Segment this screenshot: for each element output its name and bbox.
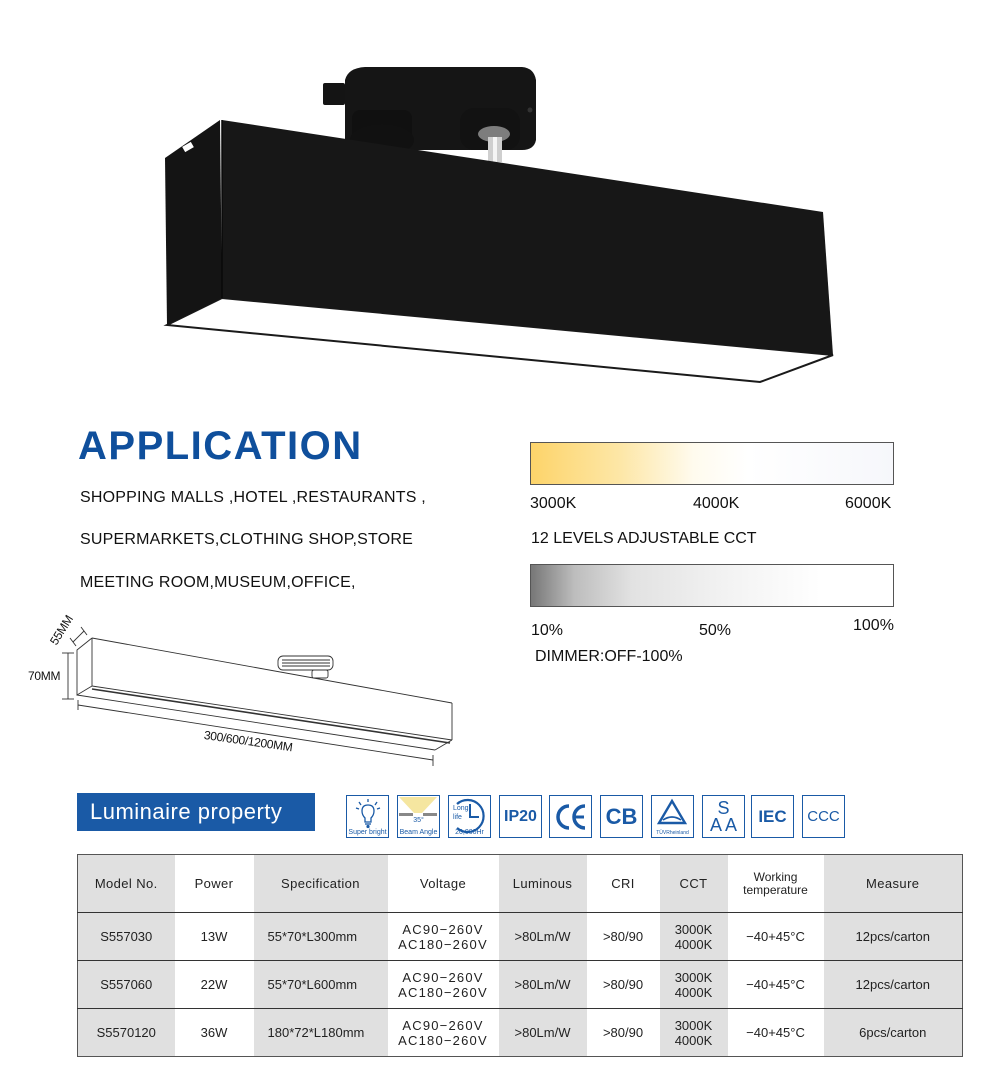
- long-life-badge: [448, 795, 491, 838]
- header-specification: Specification: [254, 855, 388, 913]
- table-row: [78, 1009, 963, 1057]
- header-measure: Measure: [824, 855, 963, 913]
- ce-icon: [551, 797, 591, 837]
- cct-label-3000k: 3000K: [530, 495, 577, 512]
- header-power: Power: [175, 855, 254, 913]
- spec-table: [77, 854, 963, 1057]
- cell-voltage: AC90−260V AC180−260V: [388, 1009, 499, 1057]
- iec-badge: [751, 795, 794, 838]
- dimension-depth-label: 55MM: [47, 612, 76, 648]
- tuv-caption: TÜVRheinland: [656, 830, 689, 836]
- luminaire-property-banner: [77, 793, 315, 831]
- cell-luminous: >80Lm/W: [499, 961, 587, 1009]
- cell-power: 13W: [175, 913, 254, 961]
- ccc-icon: CCC: [807, 808, 840, 825]
- cell-cct: 3000K 4000K: [660, 913, 728, 961]
- dimension-height-label: 70MM: [28, 669, 61, 683]
- long-life-caption: 20,000Hr: [455, 829, 484, 836]
- dimmer-label-10: 10%: [531, 622, 564, 639]
- cell-luminous: >80Lm/W: [499, 1009, 587, 1057]
- cct-caption: 12 LEVELS ADJUSTABLE CCT: [531, 530, 757, 547]
- cell-power: 22W: [175, 961, 254, 1009]
- cell-temp: −40+45°C: [728, 913, 824, 961]
- header-cct: CCT: [660, 855, 728, 913]
- cell-voltage: AC90−260V AC180−260V: [388, 961, 499, 1009]
- cell-model: S5570120: [78, 1009, 175, 1057]
- cct-gradient-bar: [530, 442, 894, 485]
- saa-icon-bottom: A A: [709, 814, 738, 835]
- header-luminous: Luminous: [499, 855, 587, 913]
- dimmer-label-50: 50%: [699, 622, 732, 639]
- dimmer-label-100: 100%: [853, 617, 894, 634]
- saa-icon-top: S: [717, 797, 730, 818]
- product-photo-track-light: [0, 0, 1000, 400]
- saa-badge: [702, 795, 745, 838]
- cell-voltage: AC90−260V AC180−260V: [388, 913, 499, 961]
- cell-cri: >80/90: [587, 1009, 660, 1057]
- beam-angle-value: 35°: [413, 817, 424, 824]
- header-cri: CRI: [587, 855, 660, 913]
- dimmer-caption: DIMMER:OFF-100%: [535, 648, 683, 665]
- cell-measure: 12pcs/carton: [824, 913, 963, 961]
- long-life-line2: life: [453, 814, 462, 821]
- cell-power: 36W: [175, 1009, 254, 1057]
- cell-cct: 3000K 4000K: [660, 1009, 728, 1057]
- dimension-length-label: 300/600/1200MM: [203, 728, 294, 755]
- cell-cri: >80/90: [587, 961, 660, 1009]
- cct-label-4000k: 4000K: [693, 495, 740, 512]
- table-row: [78, 961, 963, 1009]
- banner-label: Luminaire property: [90, 799, 283, 824]
- fixture-end-face: [165, 120, 222, 325]
- table-header-row: [78, 855, 963, 913]
- cell-temp: −40+45°C: [728, 1009, 824, 1057]
- beam-angle-caption: Beam Angle: [399, 829, 438, 836]
- application-line-3: MEETING ROOM,MUSEUM,OFFICE,: [80, 574, 356, 591]
- beam-angle-badge: [397, 795, 440, 838]
- cell-cct: 3000K 4000K: [660, 961, 728, 1009]
- application-title: APPLICATION: [78, 424, 363, 468]
- cct-label-6000k: 6000K: [845, 495, 892, 512]
- ccc-badge: [802, 795, 845, 838]
- header-voltage: Voltage: [388, 855, 499, 913]
- cell-spec: 55*70*L300mm: [254, 913, 388, 961]
- tuv-badge: [651, 795, 694, 838]
- dimension-drawing: [20, 600, 470, 780]
- super-bright-badge: [346, 795, 389, 838]
- super-bright-caption: Super bright: [348, 829, 387, 836]
- cell-spec: 180*72*L180mm: [254, 1009, 388, 1057]
- cell-spec: 55*70*L600mm: [254, 961, 388, 1009]
- table-row: [78, 913, 963, 961]
- application-line-1: SHOPPING MALLS ,HOTEL ,RESTAURANTS ,: [80, 489, 426, 506]
- iec-icon: IEC: [758, 806, 787, 826]
- ip20-badge: [499, 795, 542, 838]
- application-line-2: SUPERMARKETS,CLOTHING SHOP,STORE: [80, 531, 413, 548]
- cell-model: S557030: [78, 913, 175, 961]
- long-life-line1: Long: [453, 805, 469, 812]
- cb-badge: [600, 795, 643, 838]
- cb-icon: CB: [605, 803, 638, 829]
- cell-luminous: >80Lm/W: [499, 913, 587, 961]
- ip20-icon: IP20: [504, 807, 537, 825]
- ce-badge: [549, 795, 592, 838]
- cell-measure: 12pcs/carton: [824, 961, 963, 1009]
- cell-cri: >80/90: [587, 913, 660, 961]
- dimmer-gradient-bar: [530, 564, 894, 607]
- cell-temp: −40+45°C: [728, 961, 824, 1009]
- header-working-temperature: Working temperature: [728, 855, 824, 913]
- header-model: Model No.: [78, 855, 175, 913]
- cell-model: S557060: [78, 961, 175, 1009]
- cell-measure: 6pcs/carton: [824, 1009, 963, 1057]
